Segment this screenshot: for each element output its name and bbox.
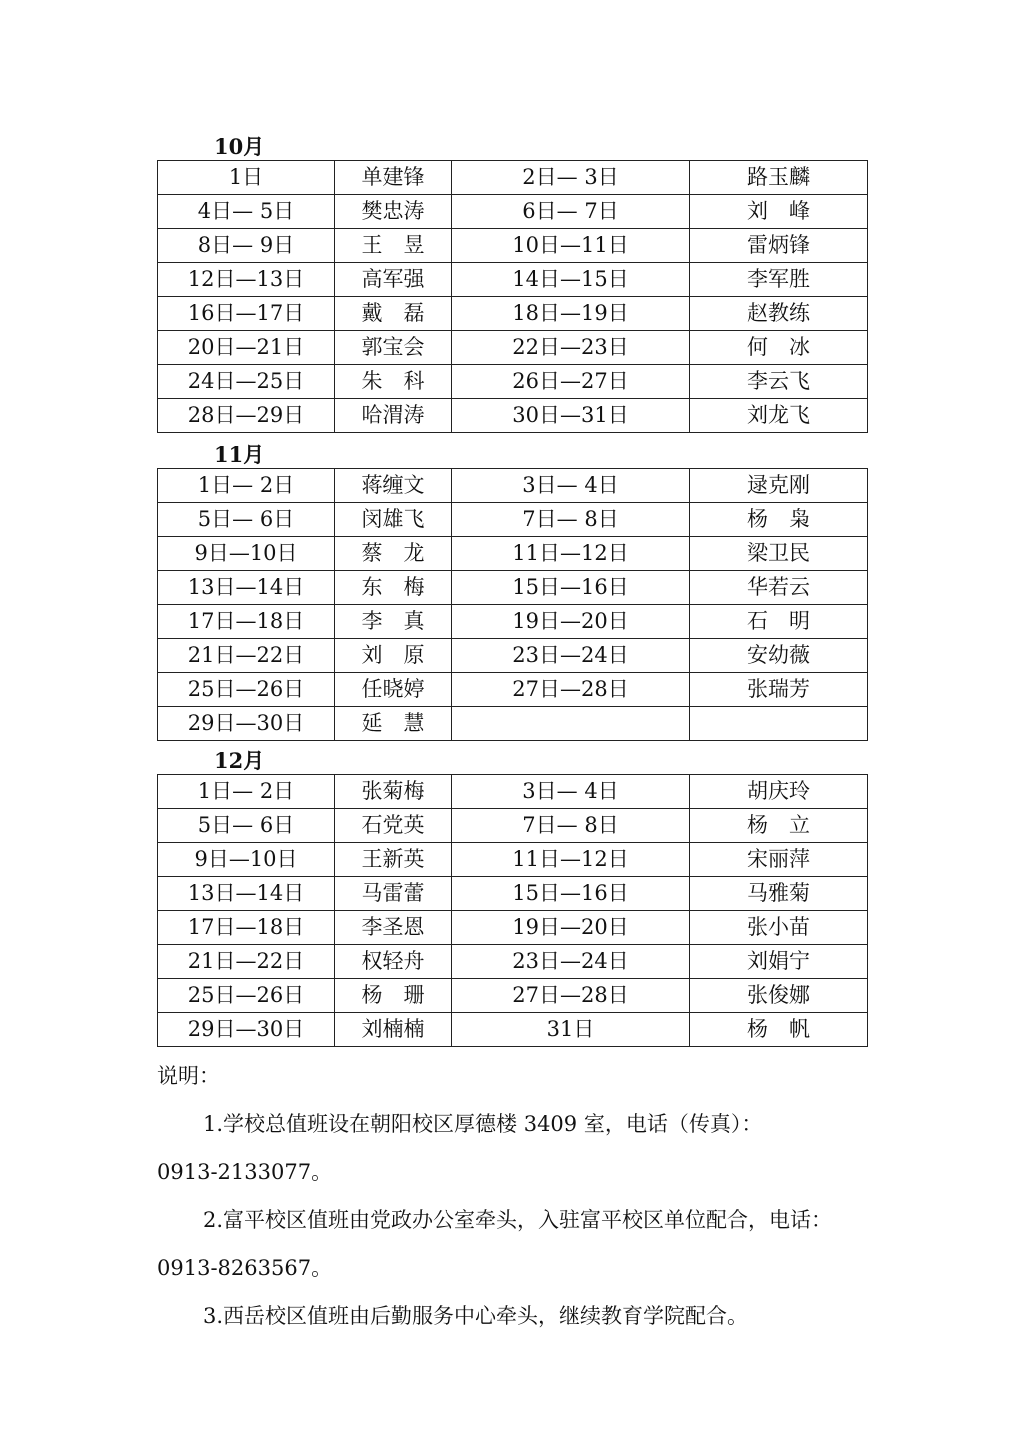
note-3-line1: 3.西岳校区值班由后勤服务中心牵头，继续教育学院配合。 (203, 1304, 749, 1328)
date-range-cell: 4日— 5日 (158, 195, 335, 229)
date-range-cell: 19日—20日 (452, 911, 690, 945)
person-cell: 李圣恩 (335, 911, 452, 945)
date-range-cell: 7日— 8日 (452, 809, 690, 843)
date-range-cell: 15日—16日 (452, 571, 690, 605)
person-cell: 杨 枭 (690, 503, 868, 537)
date-range-cell: 27日—28日 (452, 673, 690, 707)
person-cell: 李云飞 (690, 365, 868, 399)
person-cell (690, 707, 868, 741)
person-cell: 何 冰 (690, 331, 868, 365)
note-1-line2: 0913-2133077。 (157, 1160, 333, 1184)
date-range-cell: 2日— 3日 (452, 161, 690, 195)
person-cell: 刘龙飞 (690, 399, 868, 433)
person-cell: 戴 磊 (335, 297, 452, 331)
table-row (158, 503, 868, 537)
date-range-cell: 10日—11日 (452, 229, 690, 263)
person-cell: 石 明 (690, 605, 868, 639)
person-cell: 马雷蕾 (335, 877, 452, 911)
person-cell: 逯克刚 (690, 469, 868, 503)
date-range-cell: 29日—30日 (158, 707, 335, 741)
date-range-cell: 16日—17日 (158, 297, 335, 331)
date-range-cell: 25日—26日 (158, 673, 335, 707)
note-2-line1: 2.富平校区值班由党政办公室牵头，入驻富平校区单位配合，电话： (203, 1208, 833, 1232)
table-row (158, 775, 868, 809)
date-range-cell: 17日—18日 (158, 605, 335, 639)
table-row (158, 707, 868, 741)
date-range-cell: 7日— 8日 (452, 503, 690, 537)
person-cell: 李 真 (335, 605, 452, 639)
table-row (158, 639, 868, 673)
date-range-cell: 21日—22日 (158, 945, 335, 979)
table-row (158, 229, 868, 263)
person-cell: 樊忠涛 (335, 195, 452, 229)
person-cell: 王新英 (335, 843, 452, 877)
date-range-cell: 23日—24日 (452, 639, 690, 673)
table-row (158, 571, 868, 605)
table-row (158, 469, 868, 503)
person-cell: 刘楠楠 (335, 1013, 452, 1047)
note-1-line1: 1.学校总值班设在朝阳校区厚德楼 3409 室，电话（传真）： (203, 1112, 763, 1136)
person-cell: 刘娟宁 (690, 945, 868, 979)
person-cell: 杨 立 (690, 809, 868, 843)
person-cell: 闵雄飞 (335, 503, 452, 537)
table-row (158, 263, 868, 297)
date-range-cell: 11日—12日 (452, 843, 690, 877)
date-range-cell: 3日— 4日 (452, 469, 690, 503)
person-cell: 郭宝会 (335, 331, 452, 365)
date-range-cell: 11日—12日 (452, 537, 690, 571)
person-cell: 安幼薇 (690, 639, 868, 673)
duty-table-november (157, 468, 868, 741)
table-row (158, 1013, 868, 1047)
table-row (158, 195, 868, 229)
person-cell: 李军胜 (690, 263, 868, 297)
date-range-cell: 18日—19日 (452, 297, 690, 331)
table-row (158, 605, 868, 639)
date-range-cell: 29日—30日 (158, 1013, 335, 1047)
date-range-cell: 26日—27日 (452, 365, 690, 399)
date-range-cell: 20日—21日 (158, 331, 335, 365)
table-row (158, 911, 868, 945)
date-range-cell: 19日—20日 (452, 605, 690, 639)
person-cell: 蔡 龙 (335, 537, 452, 571)
person-cell: 张小苗 (690, 911, 868, 945)
person-cell: 王 昱 (335, 229, 452, 263)
person-cell: 高军强 (335, 263, 452, 297)
month-title-december: 12月 (214, 748, 265, 773)
person-cell: 胡庆玲 (690, 775, 868, 809)
date-range-cell: 8日— 9日 (158, 229, 335, 263)
month-title-november: 11月 (214, 442, 265, 467)
person-cell: 朱 科 (335, 365, 452, 399)
person-cell: 刘 原 (335, 639, 452, 673)
date-range-cell: 15日—16日 (452, 877, 690, 911)
date-range-cell: 1日— 2日 (158, 469, 335, 503)
table-row (158, 161, 868, 195)
date-range-cell: 13日—14日 (158, 877, 335, 911)
table-row (158, 331, 868, 365)
table-row (158, 399, 868, 433)
table-row (158, 979, 868, 1013)
person-cell: 杨 珊 (335, 979, 452, 1013)
person-cell: 赵教练 (690, 297, 868, 331)
date-range-cell: 28日—29日 (158, 399, 335, 433)
person-cell: 权轻舟 (335, 945, 452, 979)
date-range-cell: 9日—10日 (158, 843, 335, 877)
person-cell: 刘 峰 (690, 195, 868, 229)
notes-heading: 说明： (157, 1064, 220, 1088)
date-range-cell: 17日—18日 (158, 911, 335, 945)
person-cell: 哈渭涛 (335, 399, 452, 433)
person-cell: 杨 帆 (690, 1013, 868, 1047)
person-cell: 张瑞芳 (690, 673, 868, 707)
person-cell: 马雅菊 (690, 877, 868, 911)
date-range-cell: 5日— 6日 (158, 809, 335, 843)
date-range-cell: 13日—14日 (158, 571, 335, 605)
date-range-cell: 30日—31日 (452, 399, 690, 433)
duty-table-december (157, 774, 868, 1047)
date-range-cell: 9日—10日 (158, 537, 335, 571)
month-title-october: 10月 (214, 134, 265, 159)
date-range-cell: 23日—24日 (452, 945, 690, 979)
table-row (158, 945, 868, 979)
date-range-cell: 21日—22日 (158, 639, 335, 673)
person-cell: 张菊梅 (335, 775, 452, 809)
date-range-cell: 3日— 4日 (452, 775, 690, 809)
person-cell: 东 梅 (335, 571, 452, 605)
person-cell: 雷炳锋 (690, 229, 868, 263)
date-range-cell: 22日—23日 (452, 331, 690, 365)
person-cell: 延 慧 (335, 707, 452, 741)
person-cell: 单建锋 (335, 161, 452, 195)
date-range-cell: 27日—28日 (452, 979, 690, 1013)
person-cell: 蒋缠文 (335, 469, 452, 503)
date-range-cell: 1日— 2日 (158, 775, 335, 809)
date-range-cell: 25日—26日 (158, 979, 335, 1013)
date-range-cell (452, 707, 690, 741)
person-cell: 任晓婷 (335, 673, 452, 707)
note-2-line2: 0913-8263567。 (157, 1256, 333, 1280)
date-range-cell: 24日—25日 (158, 365, 335, 399)
date-range-cell: 1日 (158, 161, 335, 195)
date-range-cell: 31日 (452, 1013, 690, 1047)
person-cell: 石党英 (335, 809, 452, 843)
table-row (158, 809, 868, 843)
table-row (158, 877, 868, 911)
date-range-cell: 6日— 7日 (452, 195, 690, 229)
person-cell: 华若云 (690, 571, 868, 605)
table-row (158, 843, 868, 877)
table-row (158, 537, 868, 571)
person-cell: 宋丽萍 (690, 843, 868, 877)
table-row (158, 673, 868, 707)
table-row (158, 365, 868, 399)
person-cell: 张俊娜 (690, 979, 868, 1013)
date-range-cell: 14日—15日 (452, 263, 690, 297)
table-row (158, 297, 868, 331)
date-range-cell: 5日— 6日 (158, 503, 335, 537)
person-cell: 路玉麟 (690, 161, 868, 195)
date-range-cell: 12日—13日 (158, 263, 335, 297)
duty-table-october (157, 160, 868, 433)
person-cell: 梁卫民 (690, 537, 868, 571)
